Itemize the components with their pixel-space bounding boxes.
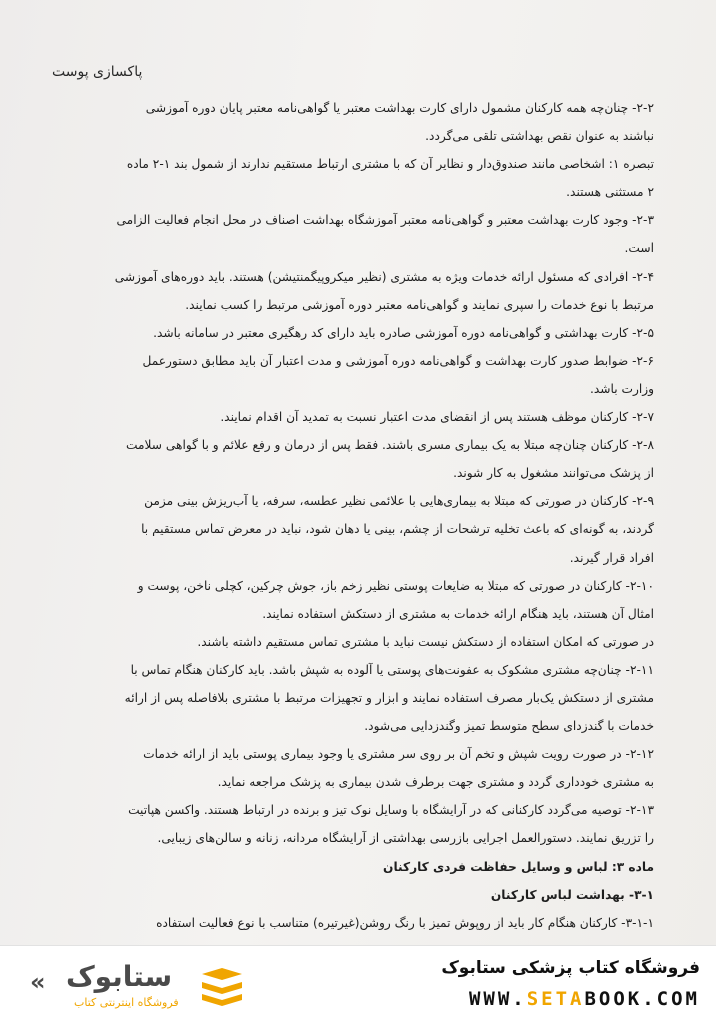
store-footer-banner [0, 945, 716, 1025]
text-line: ۲ مستثنی هستند. [566, 185, 654, 200]
text-line: مرتبط با نوع خدمات را سپری نمایند و گواهی‌نامه معتبر دوره آموزشی مرتبط را کسب نمایند. [185, 297, 654, 312]
text-line: تبصره ۱: اشخاصی مانند صندوق‌دار و نظایر آن که با مشتری ارتباط مستقیم ندارند از شمول بند ۱-۲ ماده [126, 157, 654, 172]
text-line: ۲-۳- وجود کارت بهداشت معتبر و گواهی‌نامه معتبر آموزشگاه بهداشت اصناف در محل انجام فعالیت الزامی [116, 213, 654, 228]
text-line: از پزشک می‌توانند مشغول به کار شوند. [453, 466, 654, 481]
section-heading: ماده ۳: لباس و وسایل حفاظت فردی کارکنان [383, 859, 654, 874]
text-line: ۲-۷- کارکنان موظف هستند پس از انقضای مدت اعتبار نسبت به تمدید آن اقدام نمایند. [220, 410, 654, 425]
text-line: ۲-۴- افرادی که مسئول ارائه خدمات ویژه به مشتری (نظیر میکروپیگمنتیشن) هستند. باید دوره‌های آموزشی [114, 269, 654, 284]
running-header: پاکسازی پوست [52, 64, 143, 80]
text-line: به مشتری خودداری گردد و مشتری جهت برطرف شدن بیماری به پزشک مراجعه نماید. [217, 775, 654, 790]
store-url-link[interactable] [469, 988, 700, 1010]
page-body [50, 94, 654, 937]
text-line: افراد قرار گیرند. [569, 550, 654, 565]
text-line: ۲-۵- کارت بهداشتی و گواهی‌نامه دوره آموزشی صادره باید دارای کد رهگیری معتبر در سامانه باشد. [153, 325, 654, 340]
url-accent: SETA [526, 988, 585, 1010]
setabook-logo[interactable] [30, 960, 280, 1016]
text-line: ۲-۲- چنان‌چه همه کارکنان مشمول دارای کارت بهداشت معتبر یا گواهی‌نامه معتبر پایان دوره آموزشی [145, 101, 654, 115]
double-chevron-icon: « [30, 968, 46, 996]
text-line: را تزریق نمایند. دستورالعمل اجرایی بازرسی بهداشتی از آرایشگاه مردانه، زنانه و سالن‌های زیبایی. [157, 831, 654, 846]
text-line: ۲-۹- کارکنان در صورتی که مبتلا به بیماری‌هایی با علائمی نظیر عطسه، سرفه، یا آب‌ریزش بینی مزمن [144, 494, 654, 509]
text-line: ۲-۱۱- چنان‌چه مشتری مشکوک به عفونت‌های پوستی یا آلوده به شپش باشد. باید کارکنان هنگام تماس با [130, 662, 654, 677]
text-line: ۲-۸- کارکنان چنان‌چه مبتلا به یک بیماری مسری باشند. فقط پس از درمان و رفع علائم و با گواهی سلامت [126, 438, 654, 453]
logo-wordmark: ستابوک [66, 960, 173, 993]
text-line: در صورتی که امکان استفاده از دستکش نیست نباید با مشتری تماس مستقیم داشته باشند. [197, 634, 654, 649]
text-line: ۲-۶- ضوابط صدور کارت بهداشت و گواهی‌نامه دوره آموزشی و مدت اعتبار آن باید مطابق دستورعمل [142, 353, 654, 368]
text-line: ۲-۱۰- کارکنان در صورتی که مبتلا به ضایعات پوستی نظیر زخم باز، جوش چرکین، کچلی ناخن، پوست و [137, 578, 654, 593]
subsection-heading: ۳-۱- بهداشت لباس کارکنان [490, 887, 654, 902]
text-line: ۲-۱۲- در صورت رویت شپش و تخم آن بر روی سر مشتری یا وجود بیماری پوستی باید از ارائه خدمات [143, 747, 654, 762]
text-line: خدمات با گندزدای سطح متوسط تمیز وگندزدایی می‌شود. [364, 719, 654, 734]
url-prefix: WWW. [468, 988, 527, 1010]
url-suffix: BOOK.COM [584, 988, 700, 1010]
logo-tagline: فروشگاه اینترنتی کتاب [74, 996, 179, 1009]
text-line: ۳-۱-۱- کارکنان هنگام کار باید از روپوش تمیز با رنگ روشن(غیرتیره) متناسب با نوع فعالیت استفاده [156, 915, 654, 930]
store-name: فروشگاه کتاب پزشکی ستابوک [441, 958, 700, 978]
text-line: امثال آن هستند، باید هنگام ارائه خدمات به مشتری از دستکش استفاده نمایند. [262, 606, 654, 621]
text-line: ۲-۱۳- توصیه می‌گردد کارکنانی که در آرایشگاه با وسایل نوک تیز و برنده در ارتباط هستند. واکسن هپاتیت [128, 803, 654, 818]
text-line: است. [624, 241, 654, 256]
text-line: گردند، به گونه‌ای که باعث تخلیه ترشحات از چشم، بینی یا دهان شود، نباید در معرض تماس مستقیم با [141, 522, 654, 537]
text-line: وزارت باشد. [590, 381, 654, 396]
text-line: نباشند به عنوان نقص بهداشتی تلقی می‌گردد. [425, 129, 654, 144]
stacked-books-icon [200, 968, 244, 1008]
text-line: مشتری از دستکش یک‌بار مصرف استفاده نمایند و ابزار و تجهیزات مرتبط با مشتری بلافاصله پس از ارائه [124, 690, 654, 705]
